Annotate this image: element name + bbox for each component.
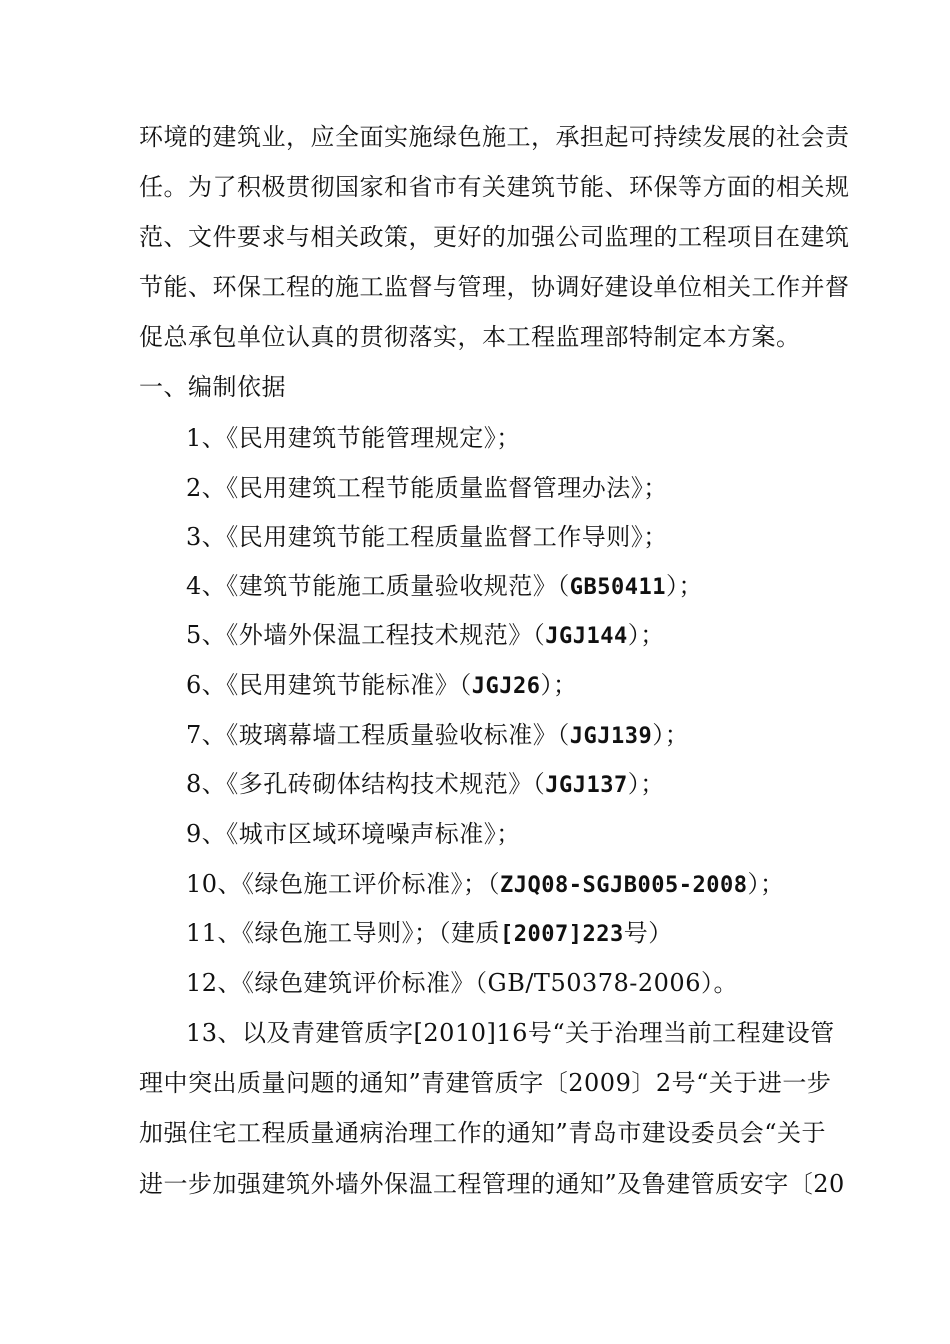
reference-item: [186, 522, 668, 552]
closing-line: 理中突出质量问题的通知”青建管质字〔2009〕2号“关于进一步: [139, 1069, 832, 1097]
reference-title: 9、《城市区域环境噪声标准》；: [186, 820, 521, 848]
reference-code: JGJ26: [471, 674, 541, 699]
reference-tail: ）；: [666, 572, 703, 600]
reference-tail: ）；: [627, 770, 665, 798]
reference-title: 2、《民用建筑工程节能质量监督管理办法》；: [186, 474, 668, 502]
reference-title: 7、《玻璃幕墙工程质量验收标准》（: [186, 721, 570, 749]
reference-title: 11、《绿色施工导则》；（建质: [186, 919, 501, 947]
intro-line: 范、文件要求与相关政策，更好的加强公司监理的工程项目在建筑: [139, 223, 850, 251]
reference-item: [186, 423, 521, 453]
reference-tail: ）；: [652, 721, 690, 749]
reference-code: GB50411: [569, 575, 666, 600]
reference-code: [2007]223: [500, 922, 624, 947]
reference-title: 3、《民用建筑节能工程质量监督工作导则》；: [186, 523, 668, 551]
reference-item: [186, 819, 521, 849]
reference-code: JGJ137: [545, 773, 628, 798]
intro-line: 节能、环保工程的施工监督与管理，协调好建设单位相关工作并督: [139, 273, 850, 301]
reference-item: [186, 620, 665, 652]
closing-line: 加强住宅工程质量通病治理工作的通知”青岛市建设委员会“关于: [139, 1119, 827, 1147]
reference-item: [186, 473, 668, 503]
reference-title: 12、《绿色建筑评价标准》（GB/T50378-2006）。: [186, 969, 738, 997]
reference-item: [186, 769, 665, 801]
reference-code: ZJQ08-SGJB005-2008: [500, 873, 748, 898]
section-heading: 一、编制依据: [139, 373, 286, 401]
reference-title: 4、《建筑节能施工质量验收规范》（: [186, 572, 570, 600]
reference-title: 5、《外墙外保温工程技术规范》（: [186, 621, 546, 649]
reference-title: 1、《民用建筑节能管理规定》；: [186, 424, 521, 452]
reference-tail: 号）: [623, 919, 673, 947]
reference-tail: ）；: [747, 870, 785, 898]
reference-code: JGJ144: [545, 624, 628, 649]
reference-item: [186, 720, 689, 752]
closing-line: 进一步加强建筑外墙外保温工程管理的通知”及鲁建管质安字〔20: [139, 1170, 845, 1198]
intro-line: 促总承包单位认真的贯彻落实，本工程监理部特制定本方案。: [139, 323, 801, 351]
reference-item: [186, 968, 738, 998]
reference-title: 10、《绿色施工评价标准》；（: [186, 870, 501, 898]
reference-item: [186, 571, 703, 603]
reference-code: JGJ139: [569, 724, 653, 749]
reference-title: 8、《多孔砖砌体结构技术规范》（: [186, 770, 546, 798]
reference-item: [186, 869, 784, 901]
intro-line: 任。为了积极贯彻国家和省市有关建筑节能、环保等方面的相关规: [139, 173, 850, 201]
reference-tail: ）；: [540, 671, 578, 699]
reference-item: [186, 918, 673, 950]
reference-tail: ）；: [627, 621, 665, 649]
reference-title: 6、《民用建筑节能标准》（: [186, 671, 472, 699]
intro-line: 环境的建筑业，应全面实施绿色施工，承担起可持续发展的社会责: [139, 123, 850, 151]
reference-item: [186, 670, 578, 702]
closing-line: 13、以及青建管质字[2010]16号“关于治理当前工程建设管: [186, 1019, 835, 1047]
